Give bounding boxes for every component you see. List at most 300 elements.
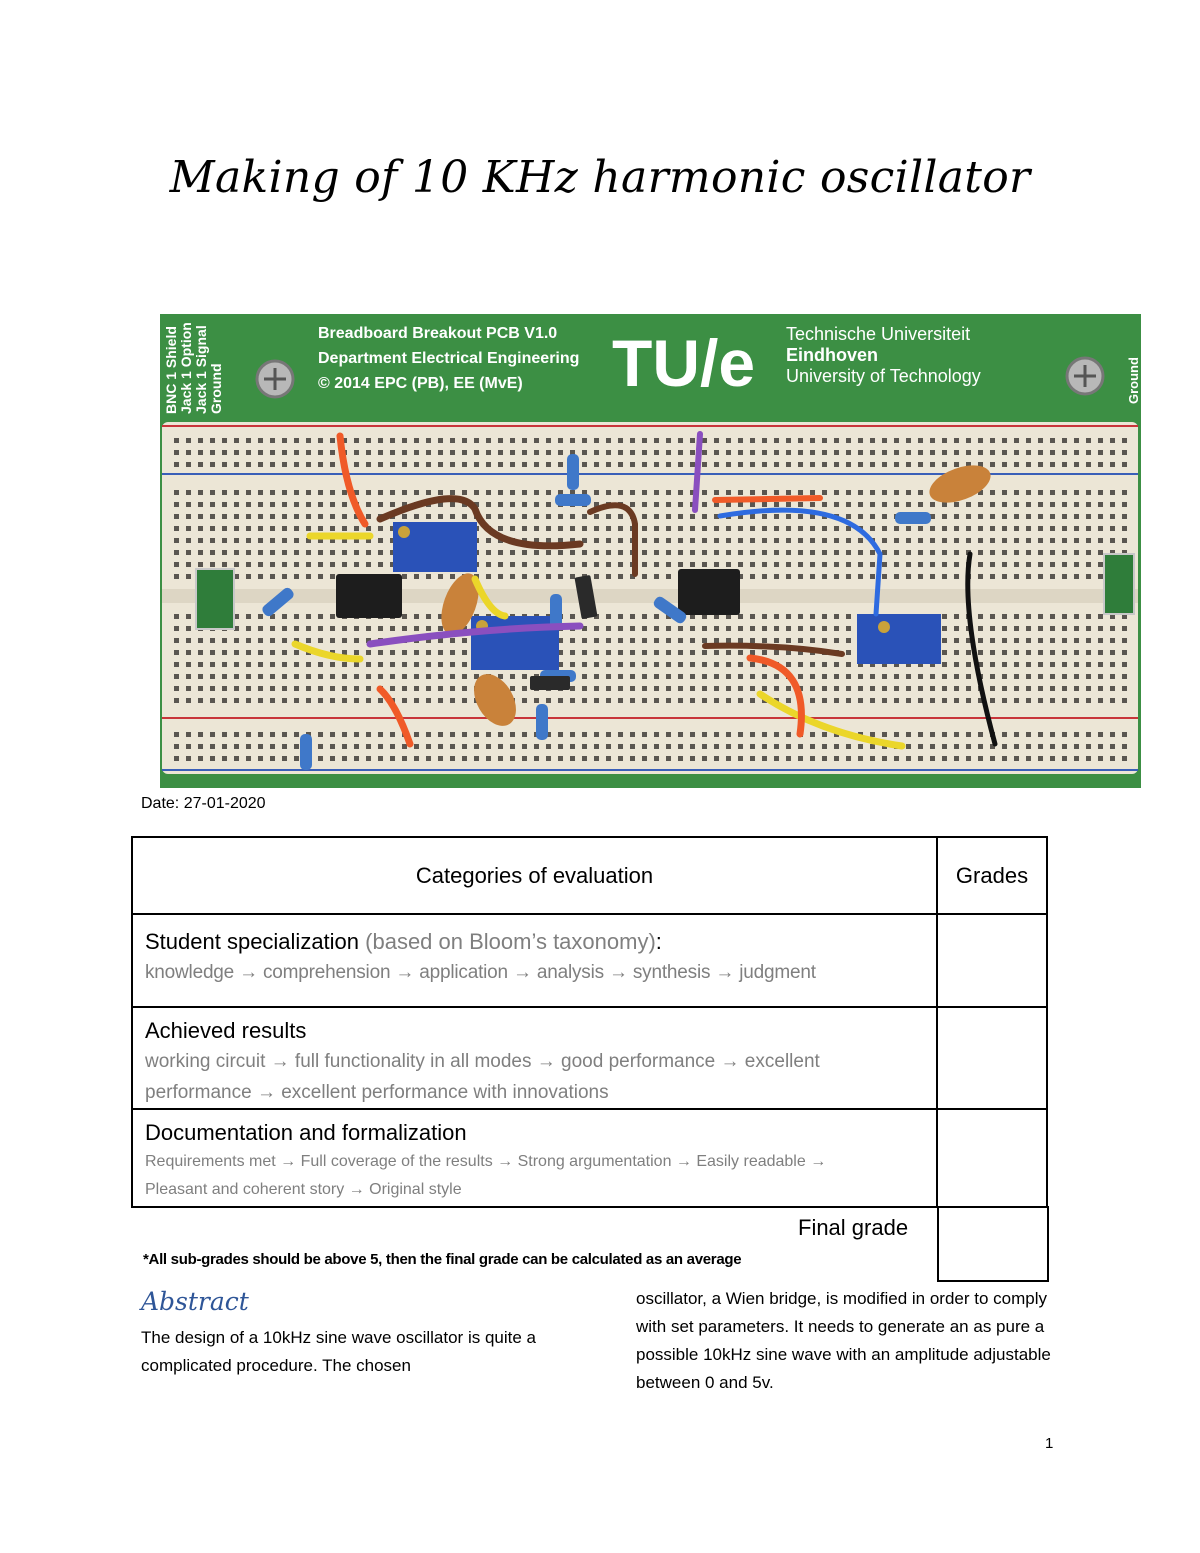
breadboard-hole — [450, 698, 455, 703]
breadboard-hole — [570, 614, 575, 619]
breadboard-hole — [906, 450, 911, 455]
breadboard-hole — [246, 502, 251, 507]
breadboard-hole — [906, 674, 911, 679]
breadboard-hole — [582, 514, 587, 519]
breadboard-hole — [630, 650, 635, 655]
breadboard-hole — [966, 650, 971, 655]
breadboard-hole — [1026, 462, 1031, 467]
breadboard-hole — [318, 756, 323, 761]
breadboard-hole — [1026, 732, 1031, 737]
breadboard-hole — [534, 462, 539, 467]
resistor-6 — [895, 512, 931, 524]
breadboard-hole — [534, 698, 539, 703]
breadboard-hole — [942, 574, 947, 579]
breadboard-hole — [690, 650, 695, 655]
breadboard-hole — [462, 438, 467, 443]
breadboard-hole — [606, 638, 611, 643]
breadboard-hole — [486, 438, 491, 443]
breadboard-hole — [294, 698, 299, 703]
breadboard-hole — [642, 450, 647, 455]
breadboard-hole — [642, 650, 647, 655]
breadboard-hole — [198, 438, 203, 443]
breadboard-hole — [342, 626, 347, 631]
breadboard-hole — [642, 614, 647, 619]
breadboard-hole — [1098, 574, 1103, 579]
breadboard-hole — [738, 732, 743, 737]
center-channel — [162, 589, 1138, 603]
breadboard-hole — [222, 514, 227, 519]
breadboard-hole — [450, 438, 455, 443]
breadboard-hole — [1002, 450, 1007, 455]
breadboard-hole — [1074, 538, 1079, 543]
breadboard-hole — [1062, 550, 1067, 555]
breadboard-hole — [582, 450, 587, 455]
breadboard-hole — [258, 574, 263, 579]
breadboard-hole — [558, 744, 563, 749]
breadboard-hole — [654, 450, 659, 455]
breadboard-hole — [498, 438, 503, 443]
breadboard-hole — [666, 514, 671, 519]
breadboard-hole — [522, 574, 527, 579]
breadboard-hole — [198, 650, 203, 655]
breadboard-hole — [234, 662, 239, 667]
breadboard-hole — [738, 674, 743, 679]
breadboard-hole — [558, 450, 563, 455]
breadboard-hole — [858, 698, 863, 703]
breadboard-hole — [270, 502, 275, 507]
breadboard-hole — [894, 462, 899, 467]
breadboard-hole — [654, 638, 659, 643]
breadboard-hole — [174, 514, 179, 519]
breadboard-hole — [1038, 650, 1043, 655]
breadboard-hole — [378, 626, 383, 631]
breadboard-hole — [318, 686, 323, 691]
breadboard-hole — [1038, 662, 1043, 667]
breadboard-hole — [342, 744, 347, 749]
breadboard-hole — [1026, 450, 1031, 455]
breadboard-hole — [450, 490, 455, 495]
breadboard-hole — [210, 650, 215, 655]
breadboard-hole — [594, 756, 599, 761]
breadboard-hole — [810, 502, 815, 507]
breadboard-hole — [714, 638, 719, 643]
breadboard-hole — [306, 438, 311, 443]
breadboard-hole — [786, 698, 791, 703]
breadboard-hole — [234, 562, 239, 567]
breadboard-hole — [258, 686, 263, 691]
breadboard-hole — [906, 686, 911, 691]
breadboard-hole — [786, 438, 791, 443]
breadboard-hole — [762, 450, 767, 455]
breadboard-hole — [786, 502, 791, 507]
breadboard-hole — [1062, 756, 1067, 761]
breadboard-hole — [378, 744, 383, 749]
breadboard-hole — [414, 438, 419, 443]
breadboard-hole — [306, 638, 311, 643]
breadboard-hole — [942, 562, 947, 567]
breadboard-hole — [234, 450, 239, 455]
breadboard-hole — [738, 490, 743, 495]
breadboard-hole — [522, 732, 527, 737]
breadboard-hole — [906, 490, 911, 495]
breadboard-hole — [750, 502, 755, 507]
breadboard-hole — [906, 562, 911, 567]
breadboard-hole — [990, 686, 995, 691]
breadboard-hole — [1050, 538, 1055, 543]
breadboard-hole — [1086, 538, 1091, 543]
breadboard-hole — [1050, 626, 1055, 631]
breadboard-hole — [882, 550, 887, 555]
breadboard-hole — [606, 650, 611, 655]
breadboard-hole — [222, 438, 227, 443]
breadboard-hole — [390, 438, 395, 443]
breadboard-hole — [282, 526, 287, 531]
breadboard-hole — [222, 662, 227, 667]
breadboard-hole — [990, 438, 995, 443]
breadboard-hole — [966, 538, 971, 543]
breadboard-hole — [858, 438, 863, 443]
breadboard-hole — [462, 450, 467, 455]
breadboard-hole — [366, 490, 371, 495]
breadboard-hole — [234, 698, 239, 703]
breadboard-hole — [414, 686, 419, 691]
breadboard-hole — [906, 574, 911, 579]
breadboard-hole — [882, 562, 887, 567]
breadboard-hole — [810, 674, 815, 679]
breadboard-hole — [522, 756, 527, 761]
breadboard-hole — [186, 686, 191, 691]
breadboard-hole — [702, 450, 707, 455]
diode-2 — [530, 676, 570, 690]
breadboard-hole — [918, 450, 923, 455]
breadboard-hole — [594, 450, 599, 455]
breadboard-hole — [246, 514, 251, 519]
breadboard-hole — [234, 462, 239, 467]
breadboard-hole — [1014, 744, 1019, 749]
breadboard-hole — [1050, 450, 1055, 455]
breadboard-hole — [246, 562, 251, 567]
breadboard-hole — [942, 686, 947, 691]
breadboard-hole — [642, 550, 647, 555]
table-row — [132, 1007, 1047, 1109]
breadboard-hole — [402, 514, 407, 519]
breadboard-hole — [846, 574, 851, 579]
breadboard-hole — [198, 562, 203, 567]
breadboard-hole — [798, 438, 803, 443]
breadboard-hole — [954, 462, 959, 467]
breadboard-hole — [750, 662, 755, 667]
breadboard-hole — [306, 674, 311, 679]
breadboard-hole — [294, 614, 299, 619]
breadboard-hole — [1014, 614, 1019, 619]
breadboard-hole — [366, 514, 371, 519]
breadboard-hole — [666, 744, 671, 749]
breadboard-hole — [714, 538, 719, 543]
breadboard-hole — [390, 450, 395, 455]
breadboard-hole — [258, 514, 263, 519]
side-label-1: BNC 1 Shield — [163, 326, 179, 414]
breadboard-hole — [762, 438, 767, 443]
final-grade-box[interactable] — [937, 1206, 1049, 1282]
breadboard-hole — [1062, 638, 1067, 643]
grade-cell[interactable] — [937, 1007, 1047, 1109]
breadboard-hole — [1110, 490, 1115, 495]
breadboard-hole — [630, 674, 635, 679]
breadboard-hole — [342, 514, 347, 519]
breadboard-hole — [810, 698, 815, 703]
breadboard-hole — [798, 490, 803, 495]
breadboard-hole — [1098, 732, 1103, 737]
breadboard-hole — [726, 732, 731, 737]
breadboard-hole — [666, 550, 671, 555]
breadboard-hole — [606, 674, 611, 679]
row-title-text: Student specialization — [145, 929, 360, 954]
breadboard-hole — [1050, 490, 1055, 495]
breadboard-hole — [882, 698, 887, 703]
breadboard-hole — [858, 550, 863, 555]
breadboard-hole — [1062, 502, 1067, 507]
breadboard-hole — [870, 462, 875, 467]
breadboard-hole — [630, 732, 635, 737]
breadboard-hole — [666, 562, 671, 567]
breadboard-hole — [1086, 502, 1091, 507]
breadboard-hole — [930, 732, 935, 737]
breadboard-hole — [738, 502, 743, 507]
grade-cell[interactable] — [937, 914, 1047, 1007]
breadboard-hole — [702, 526, 707, 531]
breadboard-hole — [726, 698, 731, 703]
breadboard-hole — [942, 550, 947, 555]
breadboard-hole — [786, 462, 791, 467]
breadboard-hole — [750, 450, 755, 455]
breadboard-hole — [702, 638, 707, 643]
breadboard-hole — [990, 674, 995, 679]
breadboard-hole — [714, 462, 719, 467]
breadboard-hole — [426, 732, 431, 737]
breadboard-hole — [1002, 686, 1007, 691]
breadboard-hole — [1110, 462, 1115, 467]
breadboard-hole — [534, 502, 539, 507]
breadboard-hole — [990, 698, 995, 703]
breadboard-hole — [654, 626, 659, 631]
breadboard-hole — [834, 662, 839, 667]
breadboard-hole — [678, 538, 683, 543]
breadboard-hole — [894, 450, 899, 455]
connector-pad-right — [1104, 554, 1134, 614]
breadboard-hole — [846, 614, 851, 619]
breadboard-hole — [1074, 674, 1079, 679]
breadboard-hole — [882, 756, 887, 761]
breadboard-hole — [1110, 502, 1115, 507]
breadboard-hole — [438, 662, 443, 667]
breadboard-hole — [930, 562, 935, 567]
breadboard-hole — [954, 732, 959, 737]
breadboard-hole — [1098, 490, 1103, 495]
breadboard-hole — [222, 756, 227, 761]
breadboard-hole — [870, 698, 875, 703]
breadboard-hole — [846, 756, 851, 761]
breadboard-hole — [870, 550, 875, 555]
breadboard-hole — [606, 662, 611, 667]
breadboard-hole — [870, 438, 875, 443]
breadboard-hole — [702, 662, 707, 667]
breadboard-hole — [690, 662, 695, 667]
breadboard-hole — [642, 756, 647, 761]
breadboard-hole — [306, 526, 311, 531]
breadboard-hole — [390, 674, 395, 679]
breadboard-hole — [1086, 674, 1091, 679]
breadboard-hole — [474, 462, 479, 467]
side-label-2: Jack 1 Option — [178, 322, 194, 414]
breadboard-hole — [822, 744, 827, 749]
breadboard-hole — [666, 450, 671, 455]
breadboard-hole — [234, 686, 239, 691]
breadboard-hole — [798, 614, 803, 619]
breadboard-hole — [942, 662, 947, 667]
breadboard-hole — [654, 614, 659, 619]
breadboard-hole — [738, 744, 743, 749]
breadboard-hole — [1122, 450, 1127, 455]
breadboard-hole — [570, 574, 575, 579]
breadboard-hole — [306, 686, 311, 691]
breadboard-hole — [282, 574, 287, 579]
breadboard-hole — [234, 744, 239, 749]
breadboard-hole — [894, 732, 899, 737]
breadboard-hole — [1038, 514, 1043, 519]
breadboard-hole — [654, 574, 659, 579]
breadboard-hole — [318, 574, 323, 579]
breadboard-hole — [270, 574, 275, 579]
grade-cell[interactable] — [937, 1109, 1047, 1207]
breadboard-hole — [414, 614, 419, 619]
breadboard-hole — [630, 438, 635, 443]
breadboard-hole — [750, 514, 755, 519]
breadboard-hole — [1122, 756, 1127, 761]
breadboard-hole — [378, 462, 383, 467]
breadboard-hole — [1026, 526, 1031, 531]
breadboard-hole — [366, 650, 371, 655]
breadboard-hole — [990, 662, 995, 667]
breadboard-hole — [270, 650, 275, 655]
breadboard-hole — [234, 550, 239, 555]
breadboard-hole — [690, 686, 695, 691]
breadboard-hole — [558, 698, 563, 703]
breadboard-hole — [726, 562, 731, 567]
breadboard-hole — [486, 732, 491, 737]
breadboard-hole — [474, 450, 479, 455]
university-line-2: Eindhoven — [786, 345, 879, 365]
breadboard-hole — [558, 514, 563, 519]
breadboard-hole — [570, 526, 575, 531]
breadboard-hole — [198, 550, 203, 555]
breadboard-hole — [1038, 462, 1043, 467]
breadboard-hole — [1086, 514, 1091, 519]
breadboard-hole — [678, 698, 683, 703]
breadboard-hole — [690, 732, 695, 737]
breadboard-hole — [558, 438, 563, 443]
breadboard-hole — [222, 550, 227, 555]
breadboard-hole — [834, 574, 839, 579]
breadboard-hole — [438, 698, 443, 703]
breadboard-hole — [858, 756, 863, 761]
breadboard-hole — [726, 438, 731, 443]
breadboard-hole — [642, 638, 647, 643]
breadboard-hole — [1050, 574, 1055, 579]
breadboard-hole — [762, 614, 767, 619]
breadboard-hole — [570, 550, 575, 555]
breadboard-hole — [822, 732, 827, 737]
breadboard-hole — [438, 514, 443, 519]
breadboard-hole — [210, 686, 215, 691]
side-label-4: Ground — [208, 363, 224, 414]
breadboard-hole — [1110, 674, 1115, 679]
breadboard-hole — [1026, 574, 1031, 579]
breadboard-hole — [330, 502, 335, 507]
breadboard-hole — [234, 732, 239, 737]
breadboard-hole — [1002, 626, 1007, 631]
breadboard-hole — [978, 450, 983, 455]
breadboard-hole — [822, 614, 827, 619]
breadboard-hole — [726, 462, 731, 467]
breadboard-hole — [954, 526, 959, 531]
breadboard-hole — [810, 450, 815, 455]
breadboard-hole — [354, 438, 359, 443]
breadboard-hole — [366, 698, 371, 703]
breadboard-hole — [846, 490, 851, 495]
university-line-1: Technische Universiteit — [786, 324, 971, 344]
breadboard-hole — [870, 744, 875, 749]
breadboard-hole — [510, 732, 515, 737]
breadboard-hole — [390, 732, 395, 737]
breadboard-hole — [966, 526, 971, 531]
breadboard-hole — [846, 686, 851, 691]
breadboard-hole — [270, 538, 275, 543]
header-grades: Grades — [937, 837, 1047, 914]
abstract-heading: Abstract — [141, 1287, 249, 1316]
breadboard-hole — [390, 756, 395, 761]
breadboard-hole — [1110, 662, 1115, 667]
breadboard-hole — [678, 550, 683, 555]
breadboard-hole — [990, 550, 995, 555]
breadboard-hole — [270, 732, 275, 737]
breadboard-hole — [1074, 732, 1079, 737]
breadboard-hole — [534, 490, 539, 495]
breadboard-hole — [234, 526, 239, 531]
breadboard-hole — [1098, 462, 1103, 467]
breadboard-hole — [678, 490, 683, 495]
breadboard-hole — [270, 562, 275, 567]
breadboard-hole — [1098, 686, 1103, 691]
breadboard-hole — [882, 674, 887, 679]
breadboard-hole — [594, 744, 599, 749]
breadboard-hole — [942, 502, 947, 507]
breadboard-hole — [990, 756, 995, 761]
breadboard-hole — [210, 698, 215, 703]
breadboard-hole — [318, 514, 323, 519]
breadboard-hole — [294, 438, 299, 443]
breadboard-hole — [534, 550, 539, 555]
breadboard-hole — [426, 438, 431, 443]
breadboard-hole — [486, 574, 491, 579]
breadboard-hole — [750, 686, 755, 691]
breadboard-hole — [1074, 462, 1079, 467]
breadboard-hole — [1074, 650, 1079, 655]
breadboard-hole — [1098, 662, 1103, 667]
breadboard-hole — [762, 574, 767, 579]
breadboard-hole — [330, 490, 335, 495]
breadboard-hole — [594, 538, 599, 543]
breadboard-hole — [786, 574, 791, 579]
